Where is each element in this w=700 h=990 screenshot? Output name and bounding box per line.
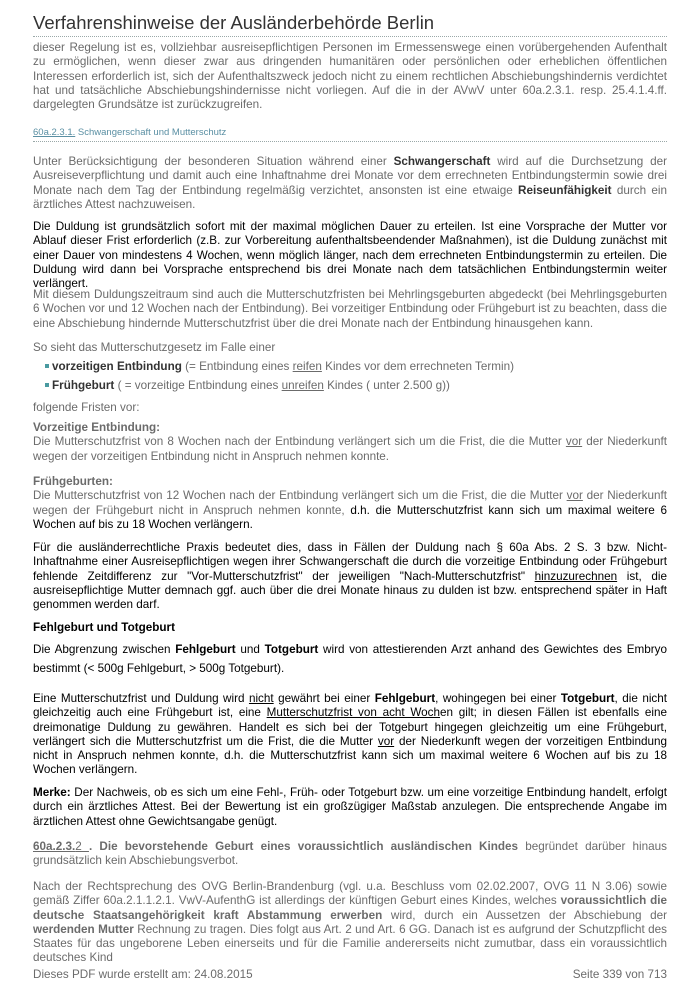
page-title: Verfahrenshinweise der Ausländerbehörde Berlin — [33, 12, 435, 33]
section-number-link[interactable]: 60a.2.3.1. — [33, 127, 76, 138]
fruehgeburten-heading: Frühgeburten: — [33, 475, 113, 488]
mehrling-paragraph: Mit diesem Duldungszeitraum sind auch die Mutterschutzfristen bei Mehrlingsgeburten abgedeckt (bei Mehrlingsgeburten 6 Wochen vor und 12 Wochen nach der Entbindung). Bei vorzeitiger Entbindung oder Frühgeburt ist zu beachten, dass die eine Abschiebung hindernde Mutterschutzfrist über die drei Monate nach der Entbindung hinausgehen kann. — [33, 288, 667, 330]
merke-label: Merke: — [33, 786, 71, 799]
underlined-term: Mutterschutzfrist von acht Woch — [266, 706, 441, 720]
totgeburt-paragraph — [33, 692, 667, 778]
text-run: ist, die ausreisepflichtige Mutter demnach ggf. auch über die drei Monate hinaus zu dulden ist bzw. entsprechend später in Haft genommen werden darf. — [33, 569, 667, 612]
bullet-lead: vorzeitigen Entbindung — [52, 360, 182, 373]
text-run: begründet darüber hinaus grundsätzlich kein Abschiebungsverbot. — [33, 840, 667, 868]
list-item — [45, 379, 665, 393]
bullet-lead: Frühgeburt — [52, 379, 115, 392]
text-run: , wohingegen bei einer — [435, 692, 561, 705]
pregnancy-paragraph — [33, 155, 667, 212]
section-number: 60a.2.3. — [33, 840, 76, 853]
text-run: der Niederkunft wegen der vorzeitigen Entbindung nicht in Anspruch nehmen konnte. — [33, 435, 667, 463]
text-run: Die Mutterschutzfrist von 12 Wochen nach der Entbindung verlängert sich um die Frist, die die Mutter — [33, 489, 567, 503]
fristen-line: folgende Fristen vor: — [33, 401, 140, 414]
ovg-paragraph — [33, 880, 667, 966]
text-run: Rechnung zu tragen. Dies folgt aus Art. 2 und Art. 6 GG. Danach ist es aufgrund der Schutzpflicht des Staates für das ungeborene Leben einerseits und für die Familie andererseits nicht zumutbar, dass ein voraussichtlich deutsches Kind — [33, 922, 667, 965]
text-run: der Niederkunft wegen der Frühgeburt nicht in Anspruch nehmen konnte, — [33, 489, 667, 517]
bold-term-geburt: bevorstehende Geburt eines voraussichtlich ausländischen Kindes — [124, 840, 519, 853]
text-run: wird von attestierenden Arzt anhand des Gewichtes des Embryo bestimmt (< 500g Fehlgeburt, > 500g Totgeburt). — [33, 643, 667, 675]
underlined-term: vor — [377, 734, 395, 748]
bold-term-schwangerschaft: Schwangerschaft — [393, 155, 491, 168]
text-run: (= Entbindung eines — [181, 360, 293, 373]
text-run: Unter Berücksichtigung der besonderen Situation während einer — [33, 155, 394, 168]
bold-term-totgeburt: Totgeburt — [264, 643, 319, 656]
praxis-paragraph — [33, 541, 667, 612]
bold-term-totgeburt: Totgeburt — [560, 692, 615, 705]
text-run: Die Abgrenzung zwischen — [33, 643, 176, 656]
text-run: d.h. die Mutterschutzfrist kann sich um maximal weitere 6 Wochen auf bis zu 18 Wochen verlängern. — [33, 503, 667, 531]
bold-term-fehlgeburt: Fehlgeburt — [175, 643, 236, 656]
text-run: und — [235, 643, 265, 656]
abgrenzung-paragraph — [33, 640, 667, 678]
title-divider — [33, 36, 667, 37]
text-run: Kindes vor dem errechneten Termin) — [321, 360, 514, 373]
underlined-term: unreifen — [281, 379, 324, 392]
text-run: wird auf die Durchsetzung der Ausreiseverpflichtung und damit auch eine Inhaftnahme drei Monate vor dem errechneten Entbindungstermin sowie drei Monate nach dem Tag der Entbindung regelmäßig verzichtet, ansonsten ist eine etwaige — [33, 155, 667, 197]
bold-term-fehlgeburt: Fehlgeburt — [374, 692, 436, 705]
underlined-term: nicht — [248, 692, 274, 705]
text-run: , die nicht gleichzeitig auch eine Frühgeburt ist, eine — [33, 692, 668, 720]
underlined-term: hinzuzurechnen — [534, 569, 618, 583]
vorzeitige-heading: Vorzeitige Entbindung: — [33, 421, 161, 434]
text-run: . Die — [88, 840, 125, 853]
intro-paragraph: dieser Regelung ist es, vollziehbar ausreisepflichtigen Personen im Ermessenswege einen vorübergehenden Aufenthalt zu ermöglichen, wenn dieser zwar aus dringenden humanitären oder persönlichen oder erheblichen öffentlichen Interessen erforderlich ist, sich der Aufenthaltszweck jedoch nicht zu einem rechtlichen Abschiebungshindernis verdichtet hat und tatsächliche Abschiebungshindernisse nicht vorliegen. Auf die in der AVwV unter 60a.2.3.1. resp. 25.4.1.4.ff. dargelegten Grundsätze ist zurückzugreifen. — [33, 41, 667, 112]
duldung-paragraph: Die Duldung ist grundsätzlich sofort mit der maximal möglichen Dauer zu erteilen. Ist eine Vorsprache der Mutter vor Ablauf dieser Frist erforderlich (z.B. zur Vorbereitung aufenthaltsbeendender Maßnahmen), ist die Duldung zunächst mit einer Dauer von mindestens 4 Wochen, wenn möglich länger, nach dem errechneten Entbindungstermin zu erteilen. Die Duldung wird dann bei Vorsprache entsprechend bis drei Monate nach dem tatsächlichen Entbindungstermin weiter verlängert. — [33, 220, 667, 291]
bold-term-reiseunfaehigkeit: Reiseunfähigkeit — [518, 183, 612, 197]
underlined-term: vor — [565, 435, 583, 449]
vorzeitige-section — [33, 421, 667, 464]
text-run: Kindes ( unter 2.500 g)) — [323, 379, 450, 392]
text-run: Die Mutterschutzfrist von 8 Wochen nach der Entbindung verlängert sich um die Frist, die die Mutter — [33, 435, 566, 449]
bold-term-staatsangehoerigkeit: voraussichtlich die deutsche Staatsangehörigkeit kraft Abstammung erwerben — [33, 894, 667, 922]
list-item — [45, 360, 665, 374]
underlined-term: vor — [566, 489, 583, 503]
text-run: ( = vorzeitige Entbindung eines — [114, 379, 282, 392]
bullet-icon — [45, 383, 49, 387]
text-run: wird, durch ein Aussetzen der Abschiebung der — [382, 908, 668, 922]
bullet-icon — [45, 364, 49, 368]
underlined-term: reifen — [292, 360, 322, 373]
text-run: en gilt; in diesen Fällen ist ebenfalls eine dreimonatige Duldung zu gewähren. Handelt es sich bei der Totgeburt hingegen gleichzeitig um eine Frühgeburt, verlängert sich die Mutterschutzfrist um die Frist, die die Mutter — [33, 706, 667, 748]
text-run: der Niederkunft wegen der vorzeitigen Entbindung nicht in Anspruch nehmen konnte, d.h. die Mutterschutzfrist kann sich um maximal weitere 6 Wochen auf bis zu 18 Wochen verlängern. — [33, 734, 668, 777]
text-run: durch ein ärztliches Attest nachzuweisen. — [33, 183, 668, 211]
geburt-paragraph — [33, 840, 667, 869]
section-number-suffix: 2 — [75, 840, 89, 853]
footer-created-date: Dieses PDF wurde erstellt am: 24.08.2015 — [33, 968, 253, 981]
footer-page-number: Seite 339 von 713 — [572, 968, 667, 981]
merke-paragraph — [33, 786, 667, 829]
text-run: Nach der Rechtsprechung des OVG Berlin-Brandenburg (vgl. u.a. Beschluss vom 02.02.2007, OVG 11 N 3.06) sowie gemäß Ziffer 60a.2.1.1.2.1. VwV-AufenthG ist allerdings der künftigen Geburt eines Kindes, welches — [33, 880, 667, 908]
mutterschutz-intro: So sieht das Mutterschutzgesetz im Falle einer — [33, 341, 276, 354]
bold-term-werdende-mutter: werdenden Mutter — [33, 922, 134, 936]
text-run: gewährt bei einer — [273, 692, 375, 705]
section-divider — [33, 141, 667, 142]
section-title: Schwangerschaft und Mutterschutz — [77, 127, 227, 138]
text-run: Eine Mutterschutzfrist und Duldung wird — [33, 692, 249, 705]
text-run: Für die ausländerrechtliche Praxis bedeutet dies, dass in Fällen der Duldung nach § 60a Abs. 2 S. 3 bzw. Nicht-Inhaftnahme einer Ausreisepflichtigen wegen ihrer Schwangerschaft die durch die vorzeitige Entbindung oder Frühgeburt fehlende Zeitdifferenz zur "Vor-Mutterschutzfrist" der jeweiligen "Nach-Mutterschutzfrist" — [33, 541, 667, 583]
text-run: Der Nachweis, ob es sich um eine Fehl-, Früh- oder Totgeburt bzw. um eine vorzeitige Entbindung handelt, erfolgt durch ein ärztliches Attest. Bei der Bewertung ist ein großzügiger Maßstab anzulegen. Die entsprechende Angabe im ärztlichen Attest ohne Gewichtsangabe genügt. — [33, 786, 667, 828]
fruehgeburten-section — [33, 475, 667, 532]
fehlgeburt-heading: Fehlgeburt und Totgeburt — [33, 621, 175, 634]
section-heading[interactable] — [33, 126, 667, 139]
